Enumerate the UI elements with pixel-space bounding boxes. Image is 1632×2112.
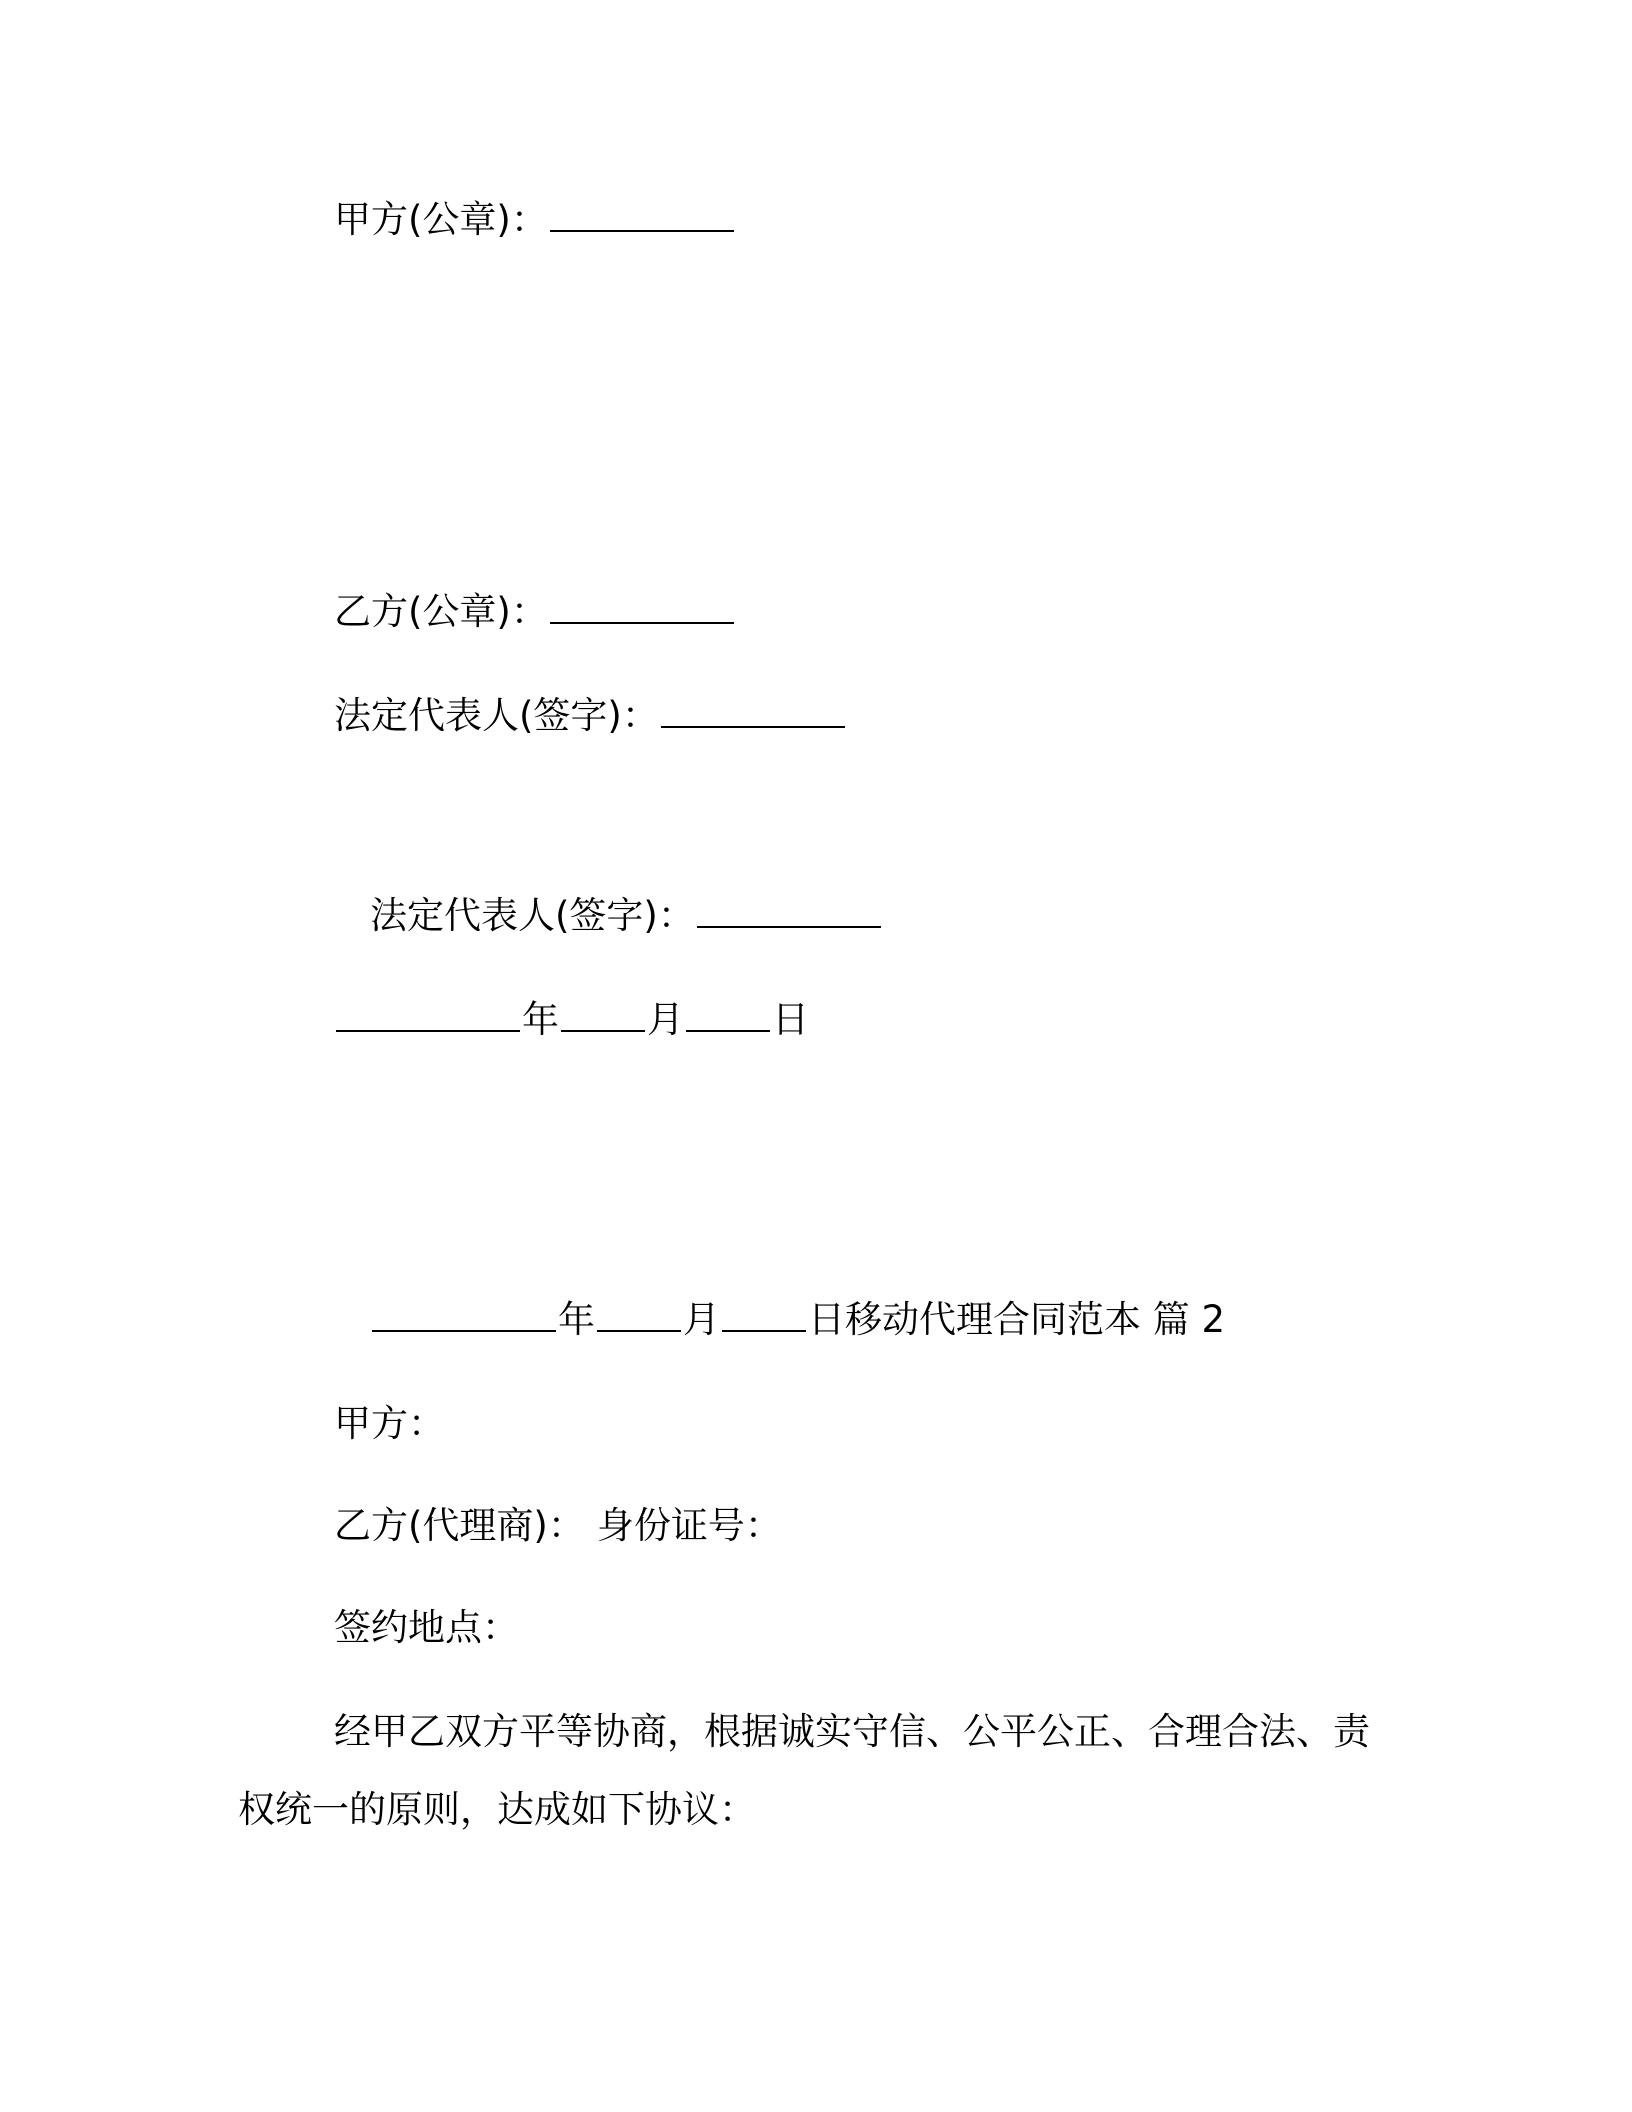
party-b-label: 乙方(代理商)： (334, 1504, 585, 1547)
date-month-label: 月 (647, 998, 684, 1041)
id-number-label: 身份证号： (596, 1504, 782, 1547)
intro-text-2: 权统一的原则，达成如下协议： (238, 1788, 756, 1831)
section-heading (370, 1296, 1225, 1344)
heading-year-blank[interactable] (372, 1300, 556, 1332)
party-a-line (334, 1400, 445, 1448)
intro-text-1: 经甲乙双方平等协商，根据诚实守信、公平公正、合理合法、责 (334, 1710, 1370, 1753)
heading-month-blank[interactable] (597, 1300, 681, 1332)
party-a-label: 甲方： (334, 1402, 445, 1445)
date-line (334, 996, 809, 1044)
intro-paragraph-line-2 (238, 1786, 756, 1834)
party-a-seal-blank[interactable] (550, 200, 734, 232)
legal-rep-line-2 (370, 892, 883, 940)
signing-place-label: 签约地点： (334, 1606, 519, 1649)
party-b-seal-line (334, 588, 736, 636)
heading-title: 日移动代理合同范本 篇 2 (808, 1298, 1226, 1341)
date-day-blank[interactable] (686, 1000, 770, 1032)
date-month-blank[interactable] (561, 1000, 645, 1032)
legal-rep-label-1: 法定代表人(签字)： (334, 694, 659, 737)
heading-month-label: 月 (683, 1298, 720, 1341)
legal-rep-label-2: 法定代表人(签字)： (370, 894, 695, 937)
date-year-label: 年 (522, 998, 559, 1041)
date-year-blank[interactable] (336, 1000, 520, 1032)
party-b-seal-label: 乙方(公章)： (334, 590, 548, 633)
intro-paragraph-line-1 (334, 1708, 1370, 1756)
party-b-line (334, 1502, 782, 1550)
party-b-seal-blank[interactable] (550, 592, 734, 624)
heading-year-label: 年 (558, 1298, 595, 1341)
signing-place-line (334, 1604, 519, 1652)
legal-rep-blank-2[interactable] (697, 896, 881, 928)
legal-rep-blank-1[interactable] (661, 696, 845, 728)
date-day-label: 日 (772, 998, 809, 1041)
heading-day-blank[interactable] (722, 1300, 806, 1332)
party-a-seal-line (334, 196, 736, 244)
legal-rep-line-1 (334, 692, 847, 740)
party-a-seal-label: 甲方(公章)： (334, 198, 548, 241)
